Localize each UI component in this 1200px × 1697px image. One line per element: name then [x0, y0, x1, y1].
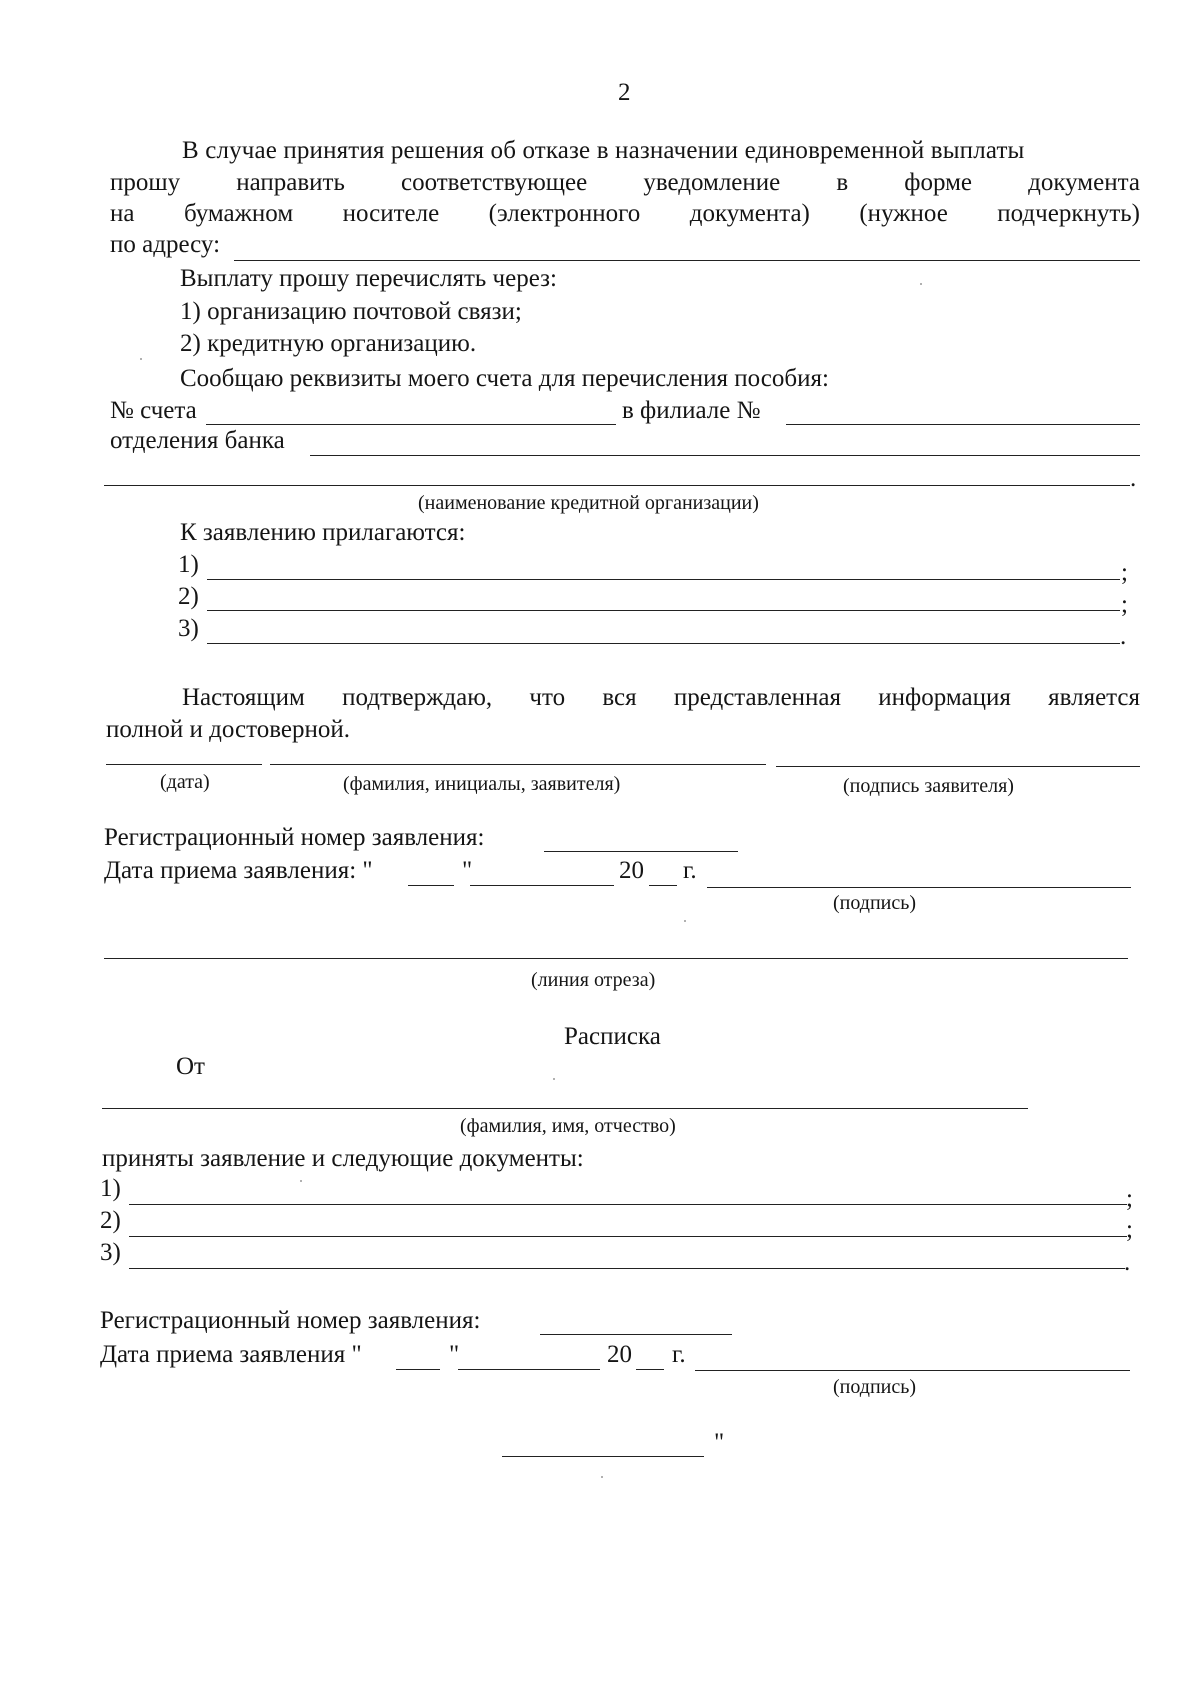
- word: направить: [236, 169, 345, 196]
- word: Настоящим: [182, 684, 305, 711]
- receipt-acceptance-day-field-line[interactable]: [396, 1369, 440, 1370]
- word: уведомление: [643, 169, 781, 196]
- payment-intro: Выплату прошу перечислять через:: [180, 265, 557, 292]
- receipt-item-1-line[interactable]: [129, 1204, 1127, 1205]
- cut-line-caption: (линия отреза): [531, 969, 656, 991]
- receipt-signature-field-line[interactable]: [695, 1370, 1130, 1371]
- account-label: № счета: [110, 397, 197, 424]
- receipt-acceptance-date-label: Дата приема заявления ": [100, 1341, 362, 1368]
- word: документа: [1028, 169, 1140, 196]
- bank-name-end-dot: .: [1130, 465, 1137, 492]
- acceptance-year-field-line[interactable]: [649, 885, 677, 886]
- attachment-item-1-end: ;: [1121, 559, 1128, 586]
- scan-speck: [140, 358, 142, 360]
- bank-name-field-line[interactable]: [104, 485, 1130, 486]
- receipt-item-3-end: .: [1124, 1249, 1131, 1276]
- receipt-acceptance-year-field-line[interactable]: [636, 1369, 664, 1370]
- bank-dept-field-line[interactable]: [310, 455, 1140, 456]
- refusal-line-2: [110, 170, 1140, 195]
- receipt-item-1-end: ;: [1126, 1185, 1133, 1212]
- receipt-item-2-end: ;: [1126, 1216, 1133, 1243]
- refusal-line-3: [110, 201, 1140, 226]
- receipt-title: Расписка: [564, 1023, 661, 1050]
- attachment-item-3-line[interactable]: [207, 643, 1120, 644]
- caption-applicant-signature: (подпись заявителя): [843, 775, 1014, 797]
- refusal-line-1: В случае принятия решения об отказе в назначении единовременной выплаты: [182, 137, 1025, 164]
- receipt-from-caption: (фамилия, имя, отчество): [460, 1115, 676, 1137]
- attachment-item-1-label: 1): [178, 551, 199, 578]
- acceptance-day-close-quote: ": [462, 857, 473, 884]
- word: представленная: [673, 684, 842, 711]
- bank-dept-label: отделения банка: [110, 427, 285, 454]
- acceptance-year-prefix: 20: [619, 857, 644, 884]
- acceptance-date-label: Дата приема заявления: ": [104, 857, 373, 884]
- caption-date: (дата): [160, 771, 210, 793]
- word: в: [836, 169, 849, 196]
- receipt-item-3-line[interactable]: [129, 1268, 1125, 1269]
- applicant-signature-field-line[interactable]: [776, 766, 1140, 767]
- attachment-item-2-end: ;: [1121, 591, 1128, 618]
- acceptance-day-field-line[interactable]: [408, 885, 454, 886]
- account-field-line[interactable]: [206, 424, 616, 425]
- payment-option-bank[interactable]: 2) кредитную организацию.: [180, 330, 477, 357]
- requisites-intro: Сообщаю реквизиты моего счета для перечисления пособия:: [180, 365, 829, 392]
- payment-option-post[interactable]: 1) организацию почтовой связи;: [180, 298, 522, 325]
- scan-speck: [920, 283, 922, 285]
- scan-speck: [601, 1476, 603, 1478]
- scan-speck: [300, 1180, 302, 1182]
- receipt-item-2-line[interactable]: [129, 1236, 1127, 1237]
- word: информация: [878, 684, 1011, 711]
- word: форме: [904, 169, 973, 196]
- bank-name-caption: (наименование кредитной организации): [418, 492, 759, 514]
- word: что: [529, 684, 566, 711]
- page-number: 2: [618, 79, 631, 106]
- scan-speck: [553, 1078, 555, 1080]
- attachment-item-2-line[interactable]: [207, 610, 1120, 611]
- word: на: [110, 200, 135, 227]
- attachment-item-1-line[interactable]: [207, 579, 1120, 580]
- word: подтверждаю,: [342, 684, 493, 711]
- word: (нужное: [859, 200, 948, 227]
- registration-number-field-line[interactable]: [544, 851, 738, 852]
- word: носителе: [342, 200, 440, 227]
- attachment-item-3-label: 3): [178, 615, 199, 642]
- receipt-year-suffix: г.: [672, 1341, 686, 1368]
- word: (электронного: [488, 200, 641, 227]
- receipt-bottom-field-line[interactable]: [502, 1456, 704, 1457]
- caption-applicant-name: (фамилия, инициалы, заявителя): [343, 773, 621, 795]
- word: вся: [602, 684, 637, 711]
- receipt-item-2-label: 2): [100, 1207, 121, 1234]
- attachment-item-3-end: .: [1120, 623, 1127, 650]
- scan-speck: [684, 920, 686, 922]
- receipt-item-1-label: 1): [100, 1175, 121, 1202]
- attachments-title: К заявлению прилагаются:: [180, 519, 466, 546]
- acceptance-signature-field-line[interactable]: [707, 887, 1131, 888]
- date-field-line[interactable]: [106, 764, 262, 765]
- word: подчеркнуть): [997, 200, 1140, 227]
- refusal-address-label: по адресу:: [110, 231, 221, 258]
- confirmation-line-2: полной и достоверной.: [106, 716, 350, 743]
- receipt-registration-number-label: Регистрационный номер заявления:: [100, 1307, 481, 1334]
- confirmation-line-1: [182, 685, 1140, 710]
- receipt-from-field-line[interactable]: [102, 1108, 1028, 1109]
- word: документа): [689, 200, 810, 227]
- receipt-registration-number-field-line[interactable]: [540, 1334, 732, 1335]
- receipt-from-label: От: [176, 1053, 205, 1080]
- receipt-acceptance-month-field-line[interactable]: [458, 1369, 600, 1370]
- address-field-line[interactable]: [234, 260, 1140, 261]
- receipt-item-3-label: 3): [100, 1239, 121, 1266]
- receipt-day-close-quote: ": [449, 1341, 460, 1368]
- acceptance-year-suffix: г.: [683, 857, 697, 884]
- word: соответствующее: [400, 169, 588, 196]
- receipt-signature-caption: (подпись): [833, 1376, 917, 1398]
- applicant-name-field-line[interactable]: [270, 764, 766, 765]
- word: прошу: [110, 169, 181, 196]
- acceptance-signature-caption: (подпись): [833, 892, 917, 914]
- acceptance-month-field-line[interactable]: [470, 885, 614, 886]
- branch-field-line[interactable]: [786, 424, 1140, 425]
- word: является: [1048, 684, 1140, 711]
- receipt-accepted-text: приняты заявление и следующие документы:: [102, 1145, 584, 1172]
- word: бумажном: [183, 200, 294, 227]
- attachment-item-2-label: 2): [178, 583, 199, 610]
- receipt-year-prefix: 20: [607, 1341, 632, 1368]
- branch-label: в филиале №: [622, 397, 761, 424]
- receipt-final-quote: ": [714, 1429, 725, 1456]
- cut-line: [104, 958, 1128, 959]
- registration-number-label: Регистрационный номер заявления:: [104, 824, 485, 851]
